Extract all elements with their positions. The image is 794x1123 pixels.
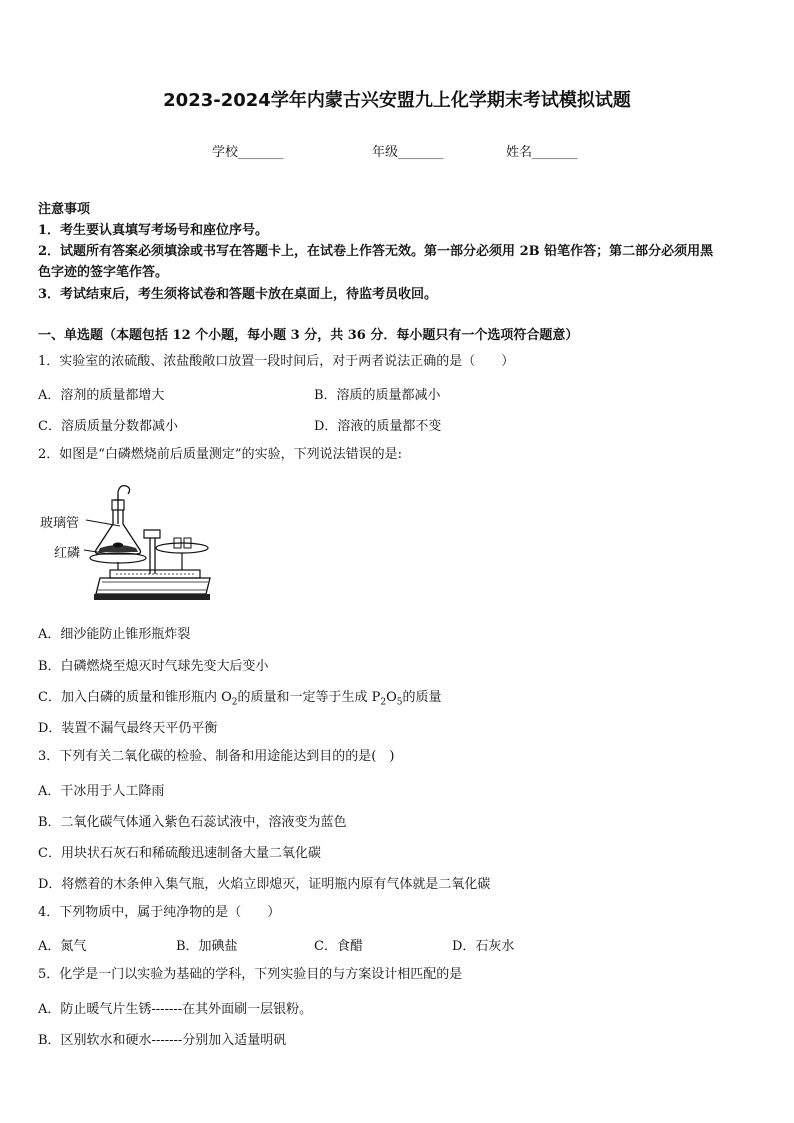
notice-item: 2．试题所有答案必须填涂或书写在答题卡上，在试卷上作答无效。第一部分必须用 2B 铅笔作答；第二部分必须用黑 <box>38 244 714 259</box>
subscript: 2 <box>380 697 387 708</box>
question-stem: 1．实验室的浓硫酸、浓盐酸敞口放置一段时间后，对于两者说法正确的是（ ） <box>38 354 515 369</box>
notice-item: 色字迹的签字笔作答。 <box>38 265 169 280</box>
balance-apparatus-illustration <box>40 478 215 608</box>
option-c: C．食醋 <box>314 939 363 954</box>
balance-experiment-figure <box>40 478 215 608</box>
question-stem: 5．化学是一门以实验为基础的学科，下列实验目的与方案设计相匹配的是 <box>38 967 463 982</box>
option-d: D．溶液的质量都不变 <box>314 419 442 434</box>
option-a: A．防止暖气片生锈-------在其外面刷一层银粉。 <box>38 1002 313 1017</box>
option-b: B．溶质的质量都减小 <box>314 388 441 403</box>
question-stem: 3．下列有关二氧化碳的检验、制备和用途能达到目的的是( ) <box>38 749 395 764</box>
option-b: B．加碘盐 <box>176 939 238 954</box>
option-c-text: C．加入白磷的质量和锥形瓶内 O <box>38 690 232 705</box>
subscript: 2 <box>231 697 238 708</box>
option-c-text: 的质量 <box>402 690 442 705</box>
page-title: 2023-2024学年内蒙古兴安盟九上化学期末考试模拟试题 <box>163 90 631 111</box>
question-stem: 4．下列物质中，属于纯净物的是（ ） <box>38 905 281 920</box>
option-c <box>38 686 442 708</box>
notice-item: 1．考生要认真填写考场号和座位序号。 <box>38 223 269 238</box>
grade-field: 年级_______ <box>372 145 444 160</box>
notice-item: 3．考试结束后，考生须将试卷和答题卡放在桌面上，待监考员收回。 <box>38 287 438 302</box>
option-d: D．将燃着的木条伸入集气瓶，火焰立即熄灭，证明瓶内原有气体就是二氧化碳 <box>38 877 491 892</box>
option-a: A．干冰用于人工降雨 <box>38 784 165 799</box>
option-b: B．区别软水和硬水-------分别加入适量明矾 <box>38 1033 287 1048</box>
option-a: A．溶剂的质量都增大 <box>38 388 165 403</box>
option-c: C．用块状石灰石和稀硫酸迅速制备大量二氧化碳 <box>38 846 321 861</box>
figure-label-phosphorus: 红磷 <box>54 546 81 561</box>
option-a: A．细沙能防止锥形瓶炸裂 <box>38 627 191 642</box>
option-b: B．二氧化碳气体通入紫色石蕊试液中，溶液变为蓝色 <box>38 815 347 830</box>
question-stem: 2．如图是“白磷燃烧前后质量测定”的实验，下列说法错误的是: <box>38 447 402 462</box>
option-c-text: 的质量和一定等于生成 P <box>237 690 381 705</box>
notice-heading: 注意事项 <box>38 202 91 217</box>
option-d: D．石灰水 <box>452 939 515 954</box>
figure-label-tube: 玻璃管 <box>40 516 80 531</box>
name-field: 姓名_______ <box>506 145 578 160</box>
option-c: C．溶质质量分数都减小 <box>38 419 178 434</box>
option-b: B．白磷燃烧至熄灭时气球先变大后变小 <box>38 659 269 674</box>
option-a: A．氮气 <box>38 939 87 954</box>
subscript: 5 <box>396 697 403 708</box>
option-d: D．装置不漏气最终天平仍平衡 <box>38 721 218 736</box>
option-c-text: O <box>386 690 397 705</box>
school-field: 学校_______ <box>212 145 284 160</box>
section-heading: 一、单选题（本题包括 12 个小题，每小题 3 分，共 36 分．每小题只有一个选项符合题意） <box>38 328 579 343</box>
